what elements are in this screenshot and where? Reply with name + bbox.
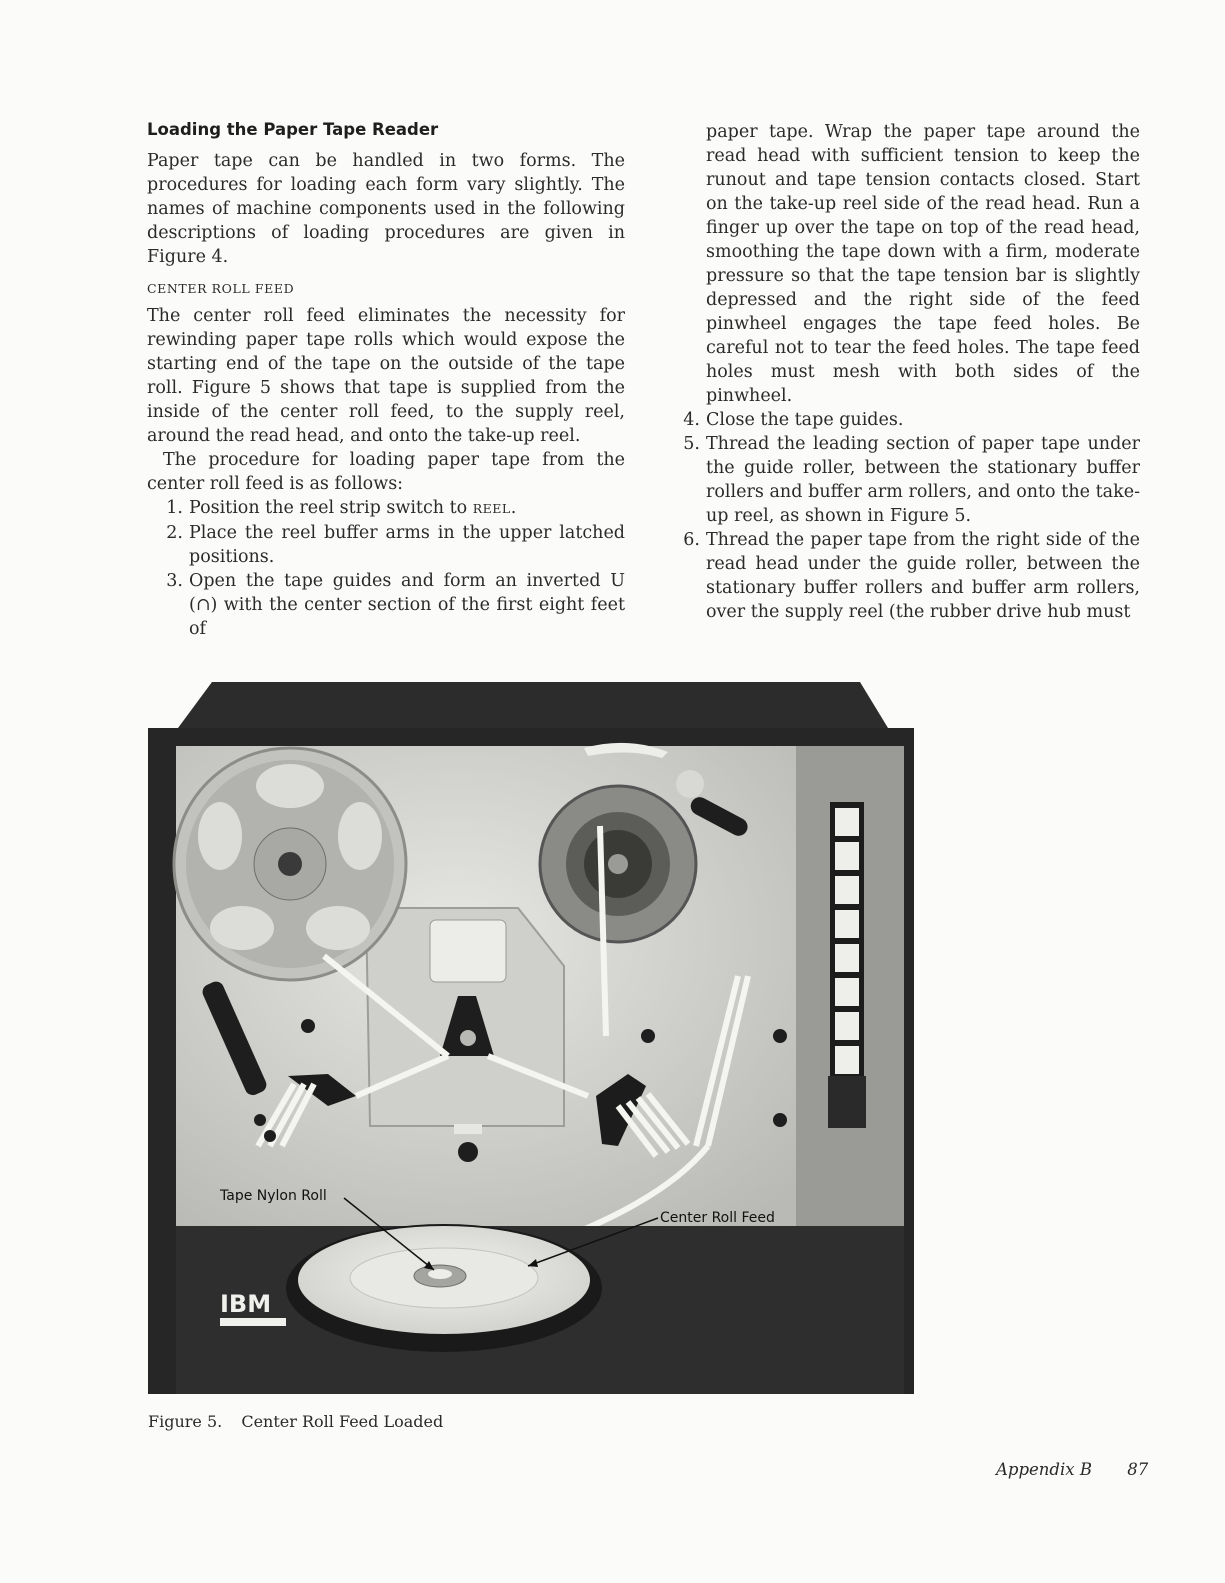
list-item xyxy=(683,528,1140,624)
steps-list-left xyxy=(147,496,625,641)
steps-list-right xyxy=(683,408,1140,624)
step-number: 2. xyxy=(166,523,183,543)
page-footer xyxy=(996,1460,1148,1479)
section-heading: Loading the Paper Tape Reader xyxy=(147,120,439,139)
subheading-center-roll-feed: CENTER ROLL FEED xyxy=(147,281,295,296)
figure-label: Figure 5. xyxy=(148,1412,223,1431)
continuation-paragraph: paper tape. Wrap the paper tape around the read head with sufficient tension to keep the runout and tape tension contacts closed. Start on the take-up reel side of the read head. Run a finger up over the tape on top of the read head, smoothing the tape down with a firm, moderate pressure so that the tape tension bar is slightly depressed and the right side of the feed pinwheel engages the tape feed holes. Be careful not to tear the feed holes. The tape feed holes must mesh with both sides of the pinwheel. xyxy=(706,122,1140,406)
intro-paragraph: Paper tape can be handled in two forms. The procedures for loading each form vary slightly. The names of machine components used in the following descriptions of loading procedures are given in Figure 4. xyxy=(147,151,625,267)
step-text: Place the reel buffer arms in the upper latched positions. xyxy=(189,523,625,567)
step-text: Thread the paper tape from the right side of the read head under the guide roller, between the stationary buffer rollers and buffer arm rollers, over the supply reel (the rubber drive hub must xyxy=(706,530,1140,622)
callout-center-roll-feed: Center Roll Feed xyxy=(660,1210,775,1226)
step-text: Position the reel strip switch to REEL. xyxy=(189,498,517,518)
procedure-intro-paragraph: The procedure for loading paper tape from the center roll feed is as follows: xyxy=(147,450,625,494)
figure-caption-text: Center Roll Feed Loaded xyxy=(241,1412,444,1431)
left-column xyxy=(147,120,625,641)
step-number: 6. xyxy=(683,530,700,550)
list-item xyxy=(147,496,625,521)
page-number: 87 xyxy=(1127,1460,1149,1479)
list-item xyxy=(147,569,625,641)
reel-setting: REEL xyxy=(472,501,511,516)
list-item xyxy=(147,521,625,569)
take-up-reel xyxy=(540,786,696,942)
figure-caption xyxy=(148,1412,443,1431)
center-roll-paragraph: The center roll feed eliminates the necessity for rewinding paper tape rolls which would expose the starting end of the tape on the outside of the tape roll. Figure 5 shows that tape is supplied from the inside of the center roll feed, to the supply reel, around the read head, and onto the take-up reel. xyxy=(147,306,625,446)
step-number: 4. xyxy=(683,410,700,430)
callout-tape-nylon-roll: Tape Nylon Roll xyxy=(220,1188,327,1204)
step-text: Open the tape guides and form an inverted U (∩) with the center section of the first eight feet of xyxy=(189,571,625,639)
step-text: Thread the leading section of paper tape under the guide roller, between the stationary buffer rollers and buffer arm rollers, and onto the take-up reel, as shown in Figure 5. xyxy=(706,434,1140,526)
step-number: 5. xyxy=(683,434,700,454)
cabinet-top xyxy=(178,682,888,728)
step-text: Close the tape guides. xyxy=(706,410,904,430)
read-head-cover xyxy=(430,920,506,982)
step-number: 3. xyxy=(166,571,183,591)
list-item xyxy=(683,432,1140,528)
manual-switch xyxy=(828,1076,866,1128)
ibm-logo: IBM xyxy=(220,1290,272,1318)
tape-reader-photo xyxy=(148,676,914,1394)
step-number: 1. xyxy=(166,498,183,518)
supply-reel xyxy=(174,748,406,980)
list-item xyxy=(683,408,1140,432)
right-column xyxy=(674,120,1140,624)
footer-section: Appendix B xyxy=(996,1460,1092,1479)
